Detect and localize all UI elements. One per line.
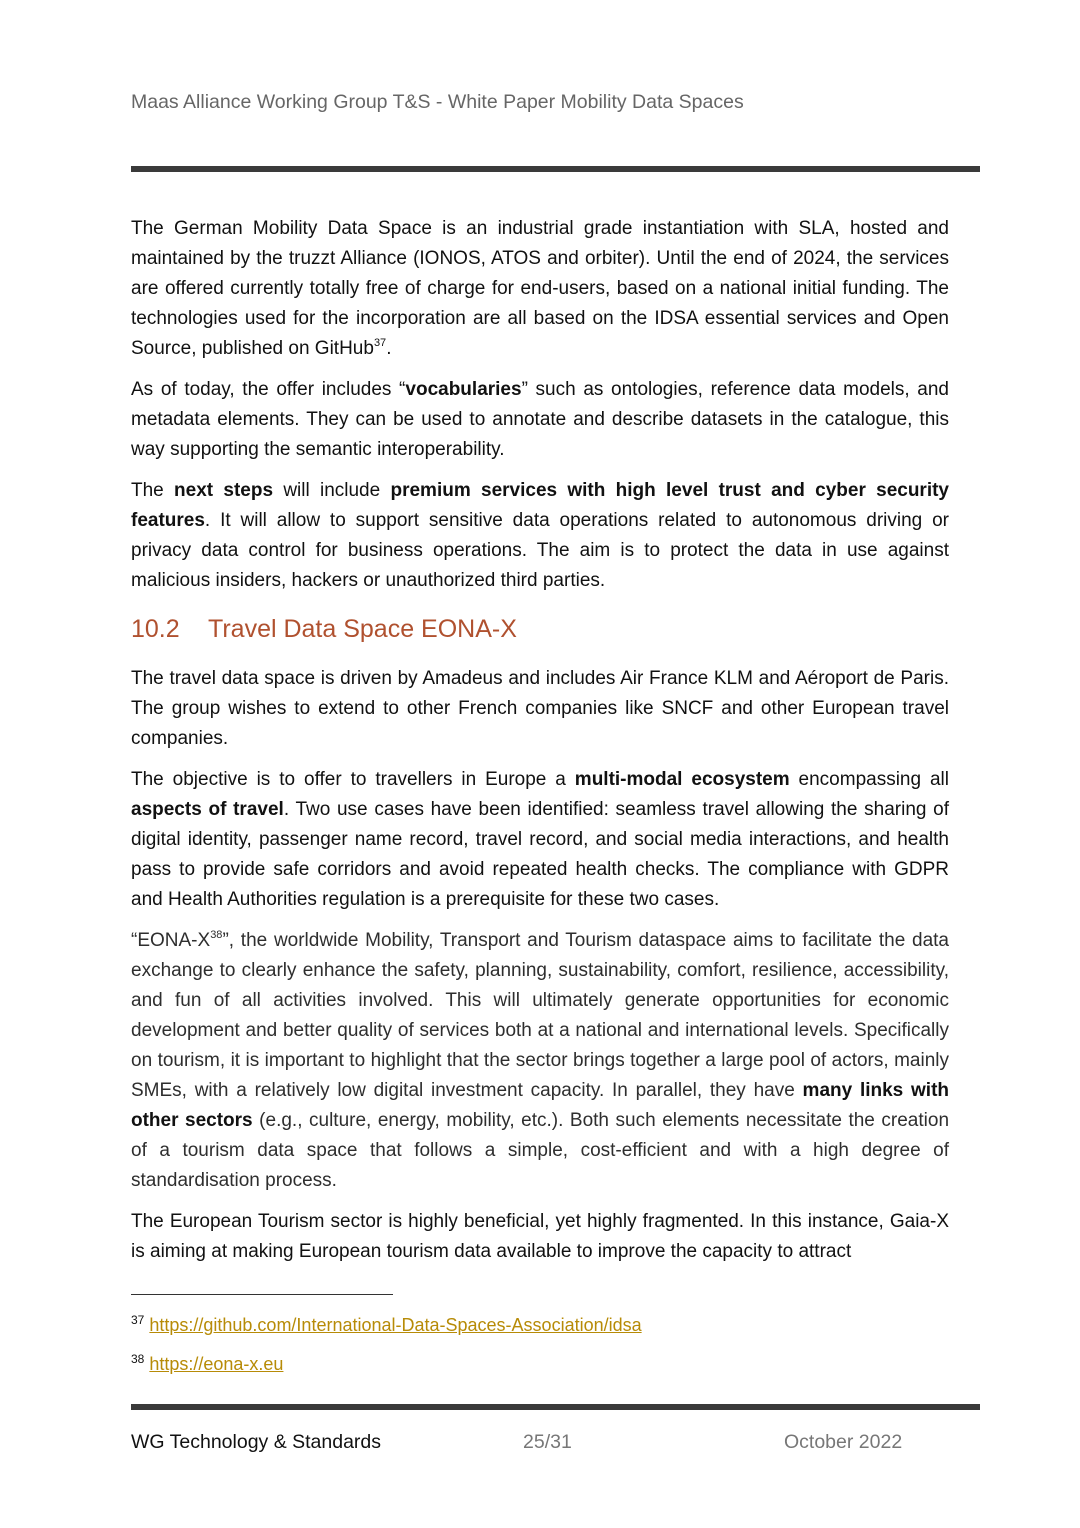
paragraph-text: . It will allow to support sensitive data operations related to autonomous driving or privacy data control for business operations. The aim is to protect the data in use against malicious insiders, hackers or unauthorized third parties. [131, 510, 949, 591]
paragraph-text: ”, the worldwide Mobility, Transport and Tourism dataspace aims to facilitate the data exchange to clearly enhance the safety, planning, sustainability, comfort, resilience, accessibility, and fun of all activities involved. This will ultimately generate opportunities for economic development and better quality of services both at a national and international levels. Specifically on tourism, it is important to highlight that the sector brings together a large pool of actors, mainly SMEs, with a relatively low digital investment capacity. In parallel, they have [131, 930, 949, 1101]
header-divider [131, 166, 980, 172]
bold-next-steps: next steps [174, 480, 274, 501]
footnote-38 [131, 1352, 283, 1376]
paragraph-mobility-data-space [131, 214, 949, 364]
paragraph-text: The [131, 480, 175, 501]
bold-multi-modal-ecosystem: multi-modal ecosystem [574, 769, 790, 790]
footnote-37 [131, 1313, 642, 1337]
page-header-title: Maas Alliance Working Group T&S - White Paper Mobility Data Spaces [131, 91, 744, 113]
paragraph-objective [131, 765, 949, 915]
bold-aspects-of-travel: aspects of travel [131, 799, 284, 820]
footnote-ref-37[interactable]: 37 [373, 337, 387, 349]
paragraph-end: . [386, 338, 392, 359]
paragraph-text: encompassing all [789, 769, 950, 790]
bold-vocabularies: vocabularies [405, 379, 522, 400]
paragraph-eona-x [131, 926, 949, 1196]
paragraph-next-steps [131, 476, 949, 596]
footer-date: October 2022 [784, 1431, 903, 1453]
paragraph-text: will include [273, 480, 391, 501]
paragraph-text: The German Mobility Data Space is an industrial grade instantiation with SLA, hosted and maintained by the truzzt Alliance (IONOS, ATOS and orbiter). Until the end of 2024, the services are offered currently totally free of charge for end-users, based on a national initial funding. The technologies used for the incorporation are all based on the IDSA essential services and Open Source, published on GitHub [131, 218, 949, 359]
paragraph-european-tourism [131, 1207, 949, 1267]
paragraph-vocabularies [131, 375, 949, 465]
footnote-number: 37 [131, 1313, 145, 1327]
paragraph-text: The European Tourism sector is highly beneficial, yet highly fragmented. In this instance, Gaia-X is aiming at making European tourism data available to improve the capacity to attract [131, 1211, 949, 1262]
footnote-link-eona-x[interactable]: https://eona-x.eu [149, 1354, 284, 1374]
paragraph-travel-data-space [131, 664, 949, 754]
footnote-number: 38 [131, 1352, 145, 1366]
paragraph-text: The objective is to offer to travellers in Europe a [131, 769, 575, 790]
footer-group-name: WG Technology & Standards [131, 1431, 382, 1453]
section-number: 10.2 [131, 615, 180, 643]
footnote-ref-38[interactable]: 38 [210, 929, 223, 941]
footnote-link-github[interactable]: https://github.com/International-Data-Spaces-Association/idsa [149, 1315, 642, 1335]
footer-divider [131, 1404, 980, 1410]
paragraph-text: As of today, the offer includes “ [131, 379, 406, 400]
section-title: Travel Data Space EONA-X [208, 615, 517, 643]
paragraph-text: ” such as ontologies, reference data models, and metadata elements. They can be used to annotate and describe datasets in the catalogue, this way supporting the semantic interoperability. [131, 379, 950, 460]
bold-many-links: many links with other sectors [131, 1080, 949, 1131]
footnote-separator [131, 1294, 393, 1295]
document-body [131, 214, 949, 1278]
footer-page-number: 25/31 [523, 1431, 572, 1453]
paragraph-text: . Two use cases have been identified: seamless travel allowing the sharing of digital identity, passenger name record, travel record, and social media interactions, and health pass to provide safe corridors and avoid repeated health checks. The compliance with GDPR and Health Authorities regulation is a prerequisite for these two cases. [131, 799, 949, 910]
bold-premium-services: premium services with high level trust and cyber security features [131, 480, 949, 531]
paragraph-text: The travel data space is driven by Amadeus and includes Air France KLM and Aéroport de Paris. The group wishes to extend to other French companies like SNCF and other European travel companies. [131, 668, 949, 749]
section-heading [131, 612, 949, 646]
paragraph-text: (e.g., culture, energy, mobility, etc.). Both such elements necessitate the creation of a tourism data space that follows a simple, cost-efficient and with a high degree of standardisation process. [131, 1110, 950, 1191]
paragraph-text: “EONA-X [131, 930, 211, 951]
